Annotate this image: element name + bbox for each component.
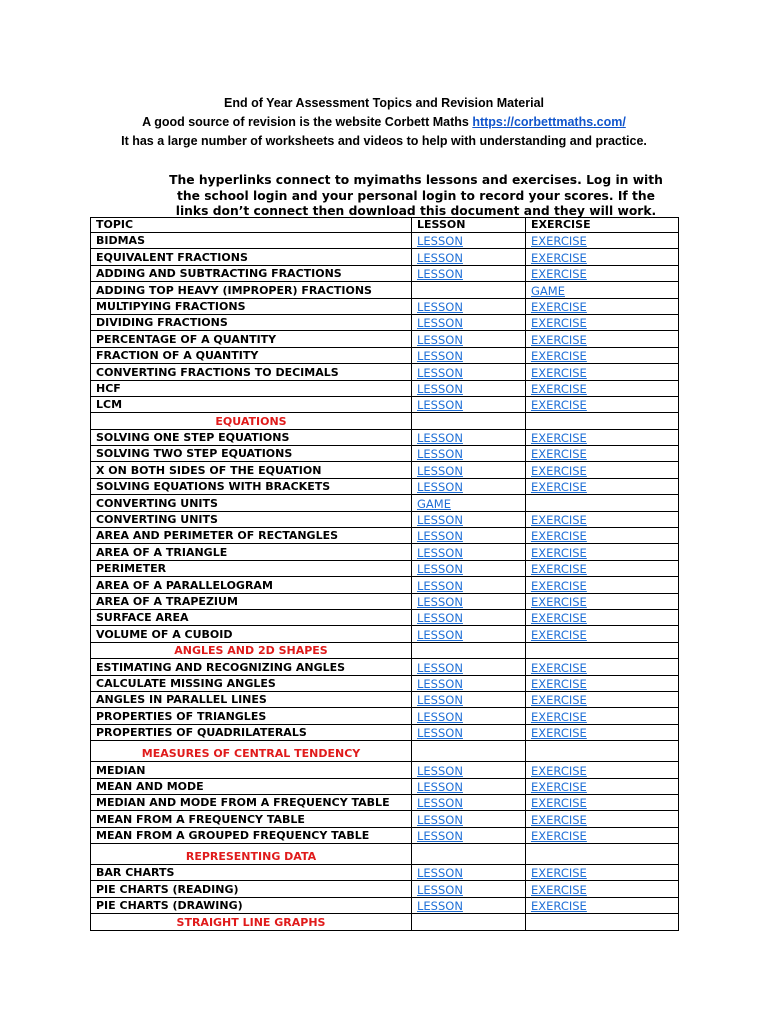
lesson-link[interactable]: LESSON xyxy=(412,675,526,691)
source-text: A good source of revision is the website Corbett Maths xyxy=(142,115,473,129)
exercise-link[interactable]: EXERCISE xyxy=(526,544,679,560)
intro-paragraph: The hyperlinks connect to myimaths lessons and exercises. Log in with the school login and your personal login to record your scores. If the links don’t connect then download this document and they will work. xyxy=(169,173,663,218)
exercise-link[interactable]: EXERCISE xyxy=(526,593,679,609)
topic-cell: MEDIAN AND MODE FROM A FREQUENCY TABLE xyxy=(91,794,412,810)
section-header-row xyxy=(91,844,679,865)
empty-cell xyxy=(526,914,679,930)
table-row xyxy=(91,544,679,560)
table-row xyxy=(91,560,679,576)
lesson-link[interactable]: LESSON xyxy=(412,865,526,881)
table-row xyxy=(91,265,679,281)
topic-cell: EQUIVALENT FRACTIONS xyxy=(91,249,412,265)
section-header-row xyxy=(91,741,679,762)
topic-cell: ADDING TOP HEAVY (IMPROPER) FRACTIONS xyxy=(91,282,412,298)
exercise-link[interactable]: EXERCISE xyxy=(526,314,679,330)
topic-cell: SOLVING ONE STEP EQUATIONS xyxy=(91,429,412,445)
exercise-link[interactable]: EXERCISE xyxy=(526,626,679,642)
lesson-link[interactable]: LESSON xyxy=(412,544,526,560)
section-title: EQUATIONS xyxy=(91,413,412,429)
empty-cell xyxy=(412,282,526,298)
empty-cell xyxy=(412,413,526,429)
lesson-link[interactable]: LESSON xyxy=(412,811,526,827)
topic-cell: BAR CHARTS xyxy=(91,865,412,881)
table-row xyxy=(91,331,679,347)
section-title: MEASURES OF CENTRAL TENDENCY xyxy=(91,741,412,762)
lesson-link[interactable]: LESSON xyxy=(412,659,526,675)
table-row xyxy=(91,626,679,642)
table-row xyxy=(91,429,679,445)
exercise-link[interactable]: EXERCISE xyxy=(526,659,679,675)
table-row xyxy=(91,609,679,625)
table-row xyxy=(91,462,679,478)
table-row xyxy=(91,495,679,511)
lesson-link[interactable]: LESSON xyxy=(412,364,526,380)
lesson-link[interactable]: LESSON xyxy=(412,609,526,625)
lesson-link[interactable]: LESSON xyxy=(412,762,526,778)
table-row xyxy=(91,827,679,843)
topic-cell: ADDING AND SUBTRACTING FRACTIONS xyxy=(91,265,412,281)
section-header-row xyxy=(91,413,679,429)
column-header-exercise: EXERCISE xyxy=(526,218,679,233)
section-title: REPRESENTING DATA xyxy=(91,844,412,865)
topic-cell: DIVIDING FRACTIONS xyxy=(91,314,412,330)
topic-cell: PERIMETER xyxy=(91,560,412,576)
table-row xyxy=(91,691,679,707)
table-row xyxy=(91,865,679,881)
lesson-link[interactable]: LESSON xyxy=(412,897,526,913)
lesson-link[interactable]: LESSON xyxy=(412,265,526,281)
table-row xyxy=(91,380,679,396)
empty-cell xyxy=(526,495,679,511)
exercise-link[interactable]: EXERCISE xyxy=(526,528,679,544)
source-description: It has a large number of worksheets and videos to help with understanding and practice. xyxy=(121,134,647,148)
table-row xyxy=(91,881,679,897)
exercise-link[interactable]: EXERCISE xyxy=(526,827,679,843)
empty-cell xyxy=(412,844,526,865)
lesson-link[interactable]: LESSON xyxy=(412,298,526,314)
exercise-link[interactable]: EXERCISE xyxy=(526,724,679,740)
topic-cell: ESTIMATING AND RECOGNIZING ANGLES xyxy=(91,659,412,675)
lesson-link[interactable]: LESSON xyxy=(412,511,526,527)
exercise-link[interactable]: EXERCISE xyxy=(526,429,679,445)
lesson-link[interactable]: LESSON xyxy=(412,691,526,707)
table-row xyxy=(91,364,679,380)
topic-cell: LCM xyxy=(91,396,412,412)
exercise-link[interactable]: EXERCISE xyxy=(526,577,679,593)
topic-cell: CONVERTING UNITS xyxy=(91,495,412,511)
exercise-link[interactable]: EXERCISE xyxy=(526,249,679,265)
table-row xyxy=(91,593,679,609)
exercise-link[interactable]: EXERCISE xyxy=(526,762,679,778)
table-row xyxy=(91,577,679,593)
table-row xyxy=(91,396,679,412)
topic-cell: PROPERTIES OF TRIANGLES xyxy=(91,708,412,724)
topic-cell: PIE CHARTS (READING) xyxy=(91,881,412,897)
topic-cell: BIDMAS xyxy=(91,233,412,249)
exercise-link[interactable]: EXERCISE xyxy=(526,691,679,707)
lesson-link[interactable]: LESSON xyxy=(412,528,526,544)
lesson-link[interactable]: LESSON xyxy=(412,314,526,330)
section-title: STRAIGHT LINE GRAPHS xyxy=(91,914,412,930)
exercise-link[interactable]: EXERCISE xyxy=(526,865,679,881)
game-link[interactable]: GAME xyxy=(526,282,679,298)
section-header-row xyxy=(91,914,679,930)
exercise-link[interactable]: EXERCISE xyxy=(526,396,679,412)
table-row xyxy=(91,762,679,778)
table-row xyxy=(91,659,679,675)
topic-cell: MEAN FROM A GROUPED FREQUENCY TABLE xyxy=(91,827,412,843)
empty-cell xyxy=(526,413,679,429)
table-row xyxy=(91,298,679,314)
topic-cell: VOLUME OF A CUBOID xyxy=(91,626,412,642)
lesson-link[interactable]: LESSON xyxy=(412,560,526,576)
section-title: ANGLES AND 2D SHAPES xyxy=(91,642,412,658)
table-row xyxy=(91,708,679,724)
lesson-link[interactable]: LESSON xyxy=(412,446,526,462)
topic-cell: AREA OF A TRAPEZIUM xyxy=(91,593,412,609)
topic-cell: PROPERTIES OF QUADRILATERALS xyxy=(91,724,412,740)
column-header-lesson: LESSON xyxy=(412,218,526,233)
table-row xyxy=(91,811,679,827)
table-row xyxy=(91,897,679,913)
lesson-link[interactable]: LESSON xyxy=(412,380,526,396)
topic-cell: AREA AND PERIMETER OF RECTANGLES xyxy=(91,528,412,544)
topic-cell: PERCENTAGE OF A QUANTITY xyxy=(91,331,412,347)
table-row xyxy=(91,446,679,462)
exercise-link[interactable]: EXERCISE xyxy=(526,778,679,794)
lesson-link[interactable]: LESSON xyxy=(412,233,526,249)
lesson-link[interactable]: LESSON xyxy=(412,478,526,494)
lesson-link[interactable]: LESSON xyxy=(412,626,526,642)
topic-cell: MEAN FROM A FREQUENCY TABLE xyxy=(91,811,412,827)
exercise-link[interactable]: EXERCISE xyxy=(526,478,679,494)
topic-cell: AREA OF A PARALLELOGRAM xyxy=(91,577,412,593)
topic-cell: MEAN AND MODE xyxy=(91,778,412,794)
empty-cell xyxy=(526,642,679,658)
exercise-link[interactable]: EXERCISE xyxy=(526,708,679,724)
topic-cell: CONVERTING UNITS xyxy=(91,511,412,527)
table-row xyxy=(91,511,679,527)
lesson-link[interactable]: LESSON xyxy=(412,881,526,897)
table-row xyxy=(91,347,679,363)
exercise-link[interactable]: EXERCISE xyxy=(526,380,679,396)
empty-cell xyxy=(526,844,679,865)
exercise-link[interactable]: EXERCISE xyxy=(526,560,679,576)
table-row xyxy=(91,794,679,810)
lesson-link[interactable]: LESSON xyxy=(412,249,526,265)
lesson-link[interactable]: LESSON xyxy=(412,827,526,843)
empty-cell xyxy=(412,914,526,930)
table-row xyxy=(91,314,679,330)
lesson-link[interactable]: LESSON xyxy=(412,794,526,810)
exercise-link[interactable]: EXERCISE xyxy=(526,364,679,380)
game-link[interactable]: GAME xyxy=(412,495,526,511)
topic-cell: CALCULATE MISSING ANGLES xyxy=(91,675,412,691)
topic-cell: MULTIPYING FRACTIONS xyxy=(91,298,412,314)
exercise-link[interactable]: EXERCISE xyxy=(526,347,679,363)
exercise-link[interactable]: EXERCISE xyxy=(526,675,679,691)
exercise-link[interactable]: EXERCISE xyxy=(526,897,679,913)
table-row xyxy=(91,724,679,740)
lesson-link[interactable]: LESSON xyxy=(412,396,526,412)
lesson-link[interactable]: LESSON xyxy=(412,593,526,609)
document-title: End of Year Assessment Topics and Revision Material xyxy=(223,96,544,110)
lesson-link[interactable]: LESSON xyxy=(412,331,526,347)
exercise-link[interactable]: EXERCISE xyxy=(526,811,679,827)
topic-cell: SURFACE AREA xyxy=(91,609,412,625)
topic-cell: MEDIAN xyxy=(91,762,412,778)
source-line xyxy=(0,113,768,132)
table-header-row xyxy=(91,218,679,233)
empty-cell xyxy=(526,741,679,762)
lesson-link[interactable]: LESSON xyxy=(412,708,526,724)
document-header xyxy=(0,94,768,151)
topic-cell: PIE CHARTS (DRAWING) xyxy=(91,897,412,913)
topic-cell: ANGLES IN PARALLEL LINES xyxy=(91,691,412,707)
lesson-link[interactable]: LESSON xyxy=(412,347,526,363)
table-row xyxy=(91,282,679,298)
table-row xyxy=(91,478,679,494)
lesson-link[interactable]: LESSON xyxy=(412,724,526,740)
section-header-row xyxy=(91,642,679,658)
exercise-link[interactable]: EXERCISE xyxy=(526,331,679,347)
topic-cell: HCF xyxy=(91,380,412,396)
topics-table xyxy=(90,217,679,931)
topic-cell: SOLVING EQUATIONS WITH BRACKETS xyxy=(91,478,412,494)
empty-cell xyxy=(412,642,526,658)
topic-cell: AREA OF A TRIANGLE xyxy=(91,544,412,560)
exercise-link[interactable]: EXERCISE xyxy=(526,298,679,314)
exercise-link[interactable]: EXERCISE xyxy=(526,462,679,478)
exercise-link[interactable]: EXERCISE xyxy=(526,446,679,462)
topic-cell: X ON BOTH SIDES OF THE EQUATION xyxy=(91,462,412,478)
table-row xyxy=(91,675,679,691)
empty-cell xyxy=(412,741,526,762)
exercise-link[interactable]: EXERCISE xyxy=(526,233,679,249)
table-row xyxy=(91,528,679,544)
corbettmaths-link[interactable]: https://corbettmaths.com/ xyxy=(472,115,626,129)
exercise-link[interactable]: EXERCISE xyxy=(526,609,679,625)
table-row xyxy=(91,249,679,265)
exercise-link[interactable]: EXERCISE xyxy=(526,265,679,281)
lesson-link[interactable]: LESSON xyxy=(412,577,526,593)
column-header-topic: TOPIC xyxy=(91,218,412,233)
lesson-link[interactable]: LESSON xyxy=(412,778,526,794)
lesson-link[interactable]: LESSON xyxy=(412,462,526,478)
topic-cell: FRACTION OF A QUANTITY xyxy=(91,347,412,363)
exercise-link[interactable]: EXERCISE xyxy=(526,881,679,897)
exercise-link[interactable]: EXERCISE xyxy=(526,794,679,810)
exercise-link[interactable]: EXERCISE xyxy=(526,511,679,527)
lesson-link[interactable]: LESSON xyxy=(412,429,526,445)
topic-cell: SOLVING TWO STEP EQUATIONS xyxy=(91,446,412,462)
table-row xyxy=(91,778,679,794)
topic-cell: CONVERTING FRACTIONS TO DECIMALS xyxy=(91,364,412,380)
table-row xyxy=(91,233,679,249)
